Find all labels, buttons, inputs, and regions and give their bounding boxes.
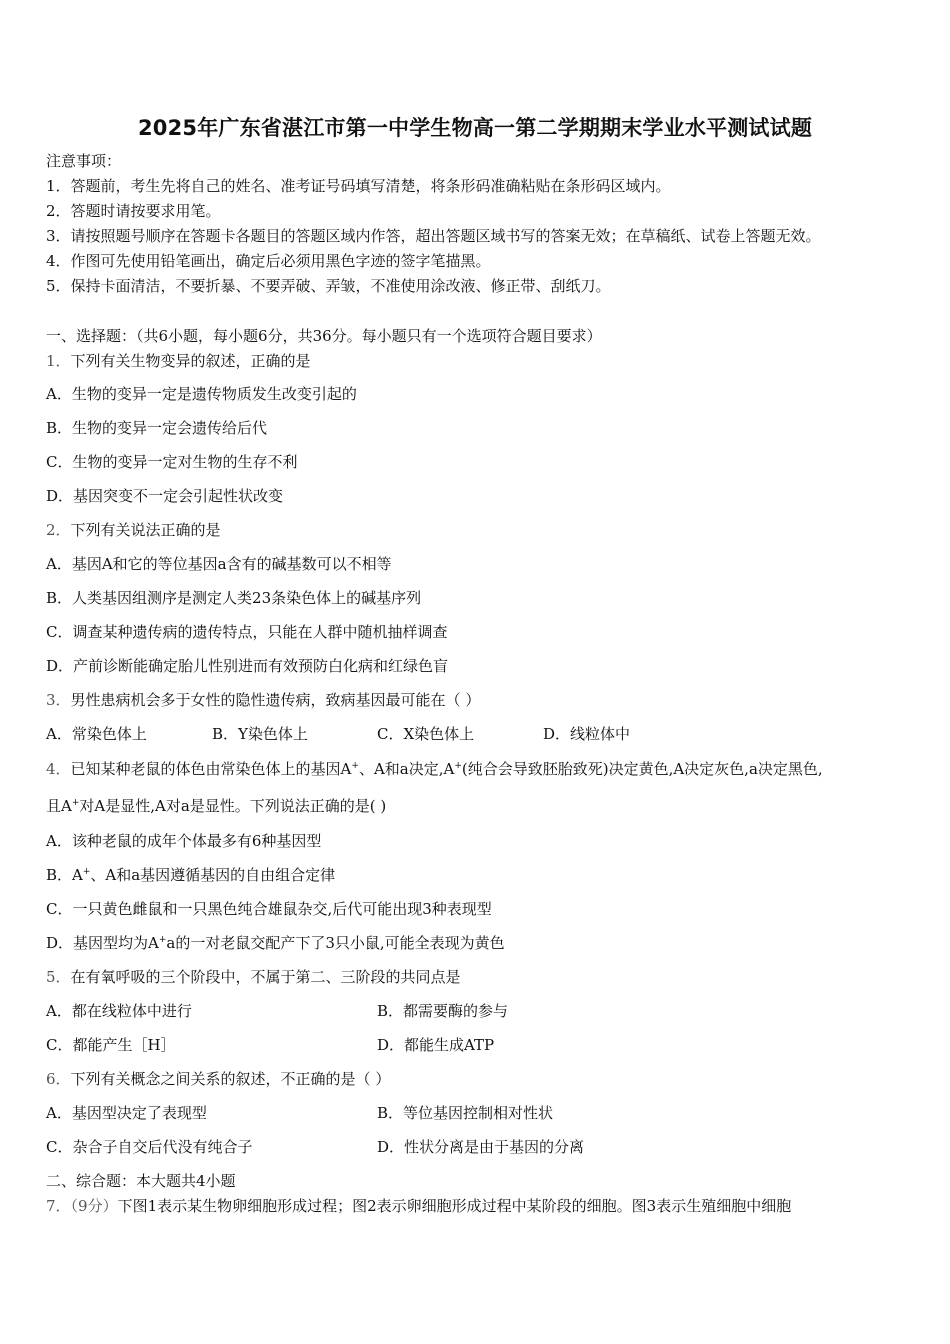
option-text-part: 、A和a基因遵循基因的自由组合定律 [90, 866, 336, 884]
question-7 [46, 1196, 791, 1216]
question-4-continued [46, 796, 386, 816]
question-stem: 男性患病机会多于女性的隐性遗传病，致病基因最可能在（ ） [70, 691, 481, 709]
question-stem-part: 且A [46, 797, 72, 815]
notice-item-5: 5．保持卡面清洁，不要折暴、不要弄破、弄皱，不准使用涂改液、修正带、刮纸刀。 [46, 277, 611, 295]
question-3 [46, 690, 480, 710]
question-number: 2． [46, 521, 71, 539]
question-1 [46, 351, 311, 371]
notice-item-3: 3．请按照题号顺序在答题卡各题目的答题区域内作答，超出答题区域书写的答案无效；在草稿纸、试卷上答题无效。 [46, 227, 821, 245]
q4-option-d [46, 933, 505, 953]
question-stem: 下图1表示某生物卵细胞形成过程；图2表示卵细胞形成过程中某阶段的细胞。图3表示生殖细胞中细胞 [117, 1197, 792, 1215]
q2-option-b: B．人类基因组测序是测定人类23条染色体上的碱基序列 [46, 589, 422, 607]
option-text-part: a的一对老鼠交配产下了3只小鼠,可能全表现为黄色 [166, 934, 505, 952]
notice-item-4: 4．作图可先使用铅笔画出，确定后必须用黑色字迹的签字笔描黑。 [46, 252, 491, 270]
question-stem-part: 、A和a决定,A [358, 760, 455, 778]
q1-option-c: C．生物的变异一定对生物的生存不利 [46, 453, 298, 471]
superscript: + [158, 935, 167, 945]
question-number: 4． [46, 760, 71, 778]
superscript: + [351, 761, 359, 771]
question-stem: 下列有关生物变异的叙述，正确的是 [70, 352, 311, 370]
question-stem-part: (纯合会导致胚胎致死)决定黄色,A决定灰色,a决定黑色, [461, 760, 823, 778]
q5-option-b: B．都需要酶的参与 [377, 1002, 509, 1020]
section-1-heading: 一、选择题：（共6小题，每小题6分，共36分。每小题只有一个选项符合题目要求） [46, 327, 602, 345]
question-number: 7． [46, 1197, 71, 1215]
q4-option-a: A．该种老鼠的成年个体最多有6种基因型 [46, 832, 322, 850]
question-number: 5． [46, 968, 71, 986]
question-score: （9分） [70, 1197, 118, 1215]
q6-option-a: A．基因型决定了表现型 [46, 1104, 207, 1122]
question-stem-part: 已知某种老鼠的体色由常染色体上的基因A [70, 760, 352, 778]
q6-option-b: B．等位基因控制相对性状 [377, 1104, 554, 1122]
notice-heading: 注意事项： [46, 152, 122, 170]
page-title: 2025年广东省湛江市第一中学生物高一第二学期期末学业水平测试试题 [137, 116, 813, 140]
q4-option-b [46, 865, 335, 885]
q2-option-c: C．调查某种遗传病的遗传特点，只能在人群中随机抽样调查 [46, 623, 448, 641]
q1-option-b: B．生物的变异一定会遗传给后代 [46, 419, 268, 437]
question-stem-part: 对A是显性,A对a是显性。下列说法正确的是( ) [79, 797, 387, 815]
q5-option-d: D．都能生成ATP [377, 1036, 495, 1054]
q3-option-a: A．常染色体上 [46, 725, 147, 743]
question-stem: 在有氧呼吸的三个阶段中，不属于第二、三阶段的共同点是 [70, 968, 461, 986]
q2-option-a: A．基因A和它的等位基因a含有的碱基数可以不相等 [46, 555, 392, 573]
question-4 [46, 759, 823, 779]
q3-option-c: C．X染色体上 [377, 725, 475, 743]
q1-option-d: D．基因突变不一定会引起性状改变 [46, 487, 284, 505]
section-2-heading: 二、综合题：本大题共4小题 [46, 1172, 236, 1190]
question-6 [46, 1069, 390, 1089]
superscript: + [71, 798, 80, 808]
q4-option-c: C．一只黄色雌鼠和一只黑色纯合雄鼠杂交,后代可能出现3种表现型 [46, 900, 492, 918]
option-text-part: B．A [46, 866, 83, 884]
question-5 [46, 967, 461, 987]
superscript: + [454, 761, 462, 771]
q1-option-a: A．生物的变异一定是遗传物质发生改变引起的 [46, 385, 357, 403]
q6-option-c: C．杂合子自交后代没有纯合子 [46, 1138, 253, 1156]
superscript: + [82, 867, 91, 877]
notice-item-1: 1．答题前，考生先将自己的姓名、准考证号码填写清楚，将条形码准确粘贴在条形码区域内。 [46, 177, 671, 195]
q5-option-c: C．都能产生［H］ [46, 1036, 176, 1054]
question-number: 1． [46, 352, 71, 370]
q2-option-d: D．产前诊断能确定胎儿性别进而有效预防白化病和红绿色盲 [46, 657, 449, 675]
question-stem: 下列有关概念之间关系的叙述，不正确的是（ ） [70, 1070, 391, 1088]
question-stem: 下列有关说法正确的是 [70, 521, 221, 539]
question-2 [46, 520, 221, 540]
q3-option-d: D．线粒体中 [543, 725, 631, 743]
question-number: 6． [46, 1070, 71, 1088]
q3-option-b: B．Y染色体上 [212, 725, 308, 743]
q6-option-d: D．性状分离是由于基因的分离 [377, 1138, 585, 1156]
notice-item-2: 2．答题时请按要求用笔。 [46, 202, 221, 220]
option-text-part: D．基因型均为A [46, 934, 159, 952]
q5-option-a: A．都在线粒体中进行 [46, 1002, 192, 1020]
question-number: 3． [46, 691, 71, 709]
